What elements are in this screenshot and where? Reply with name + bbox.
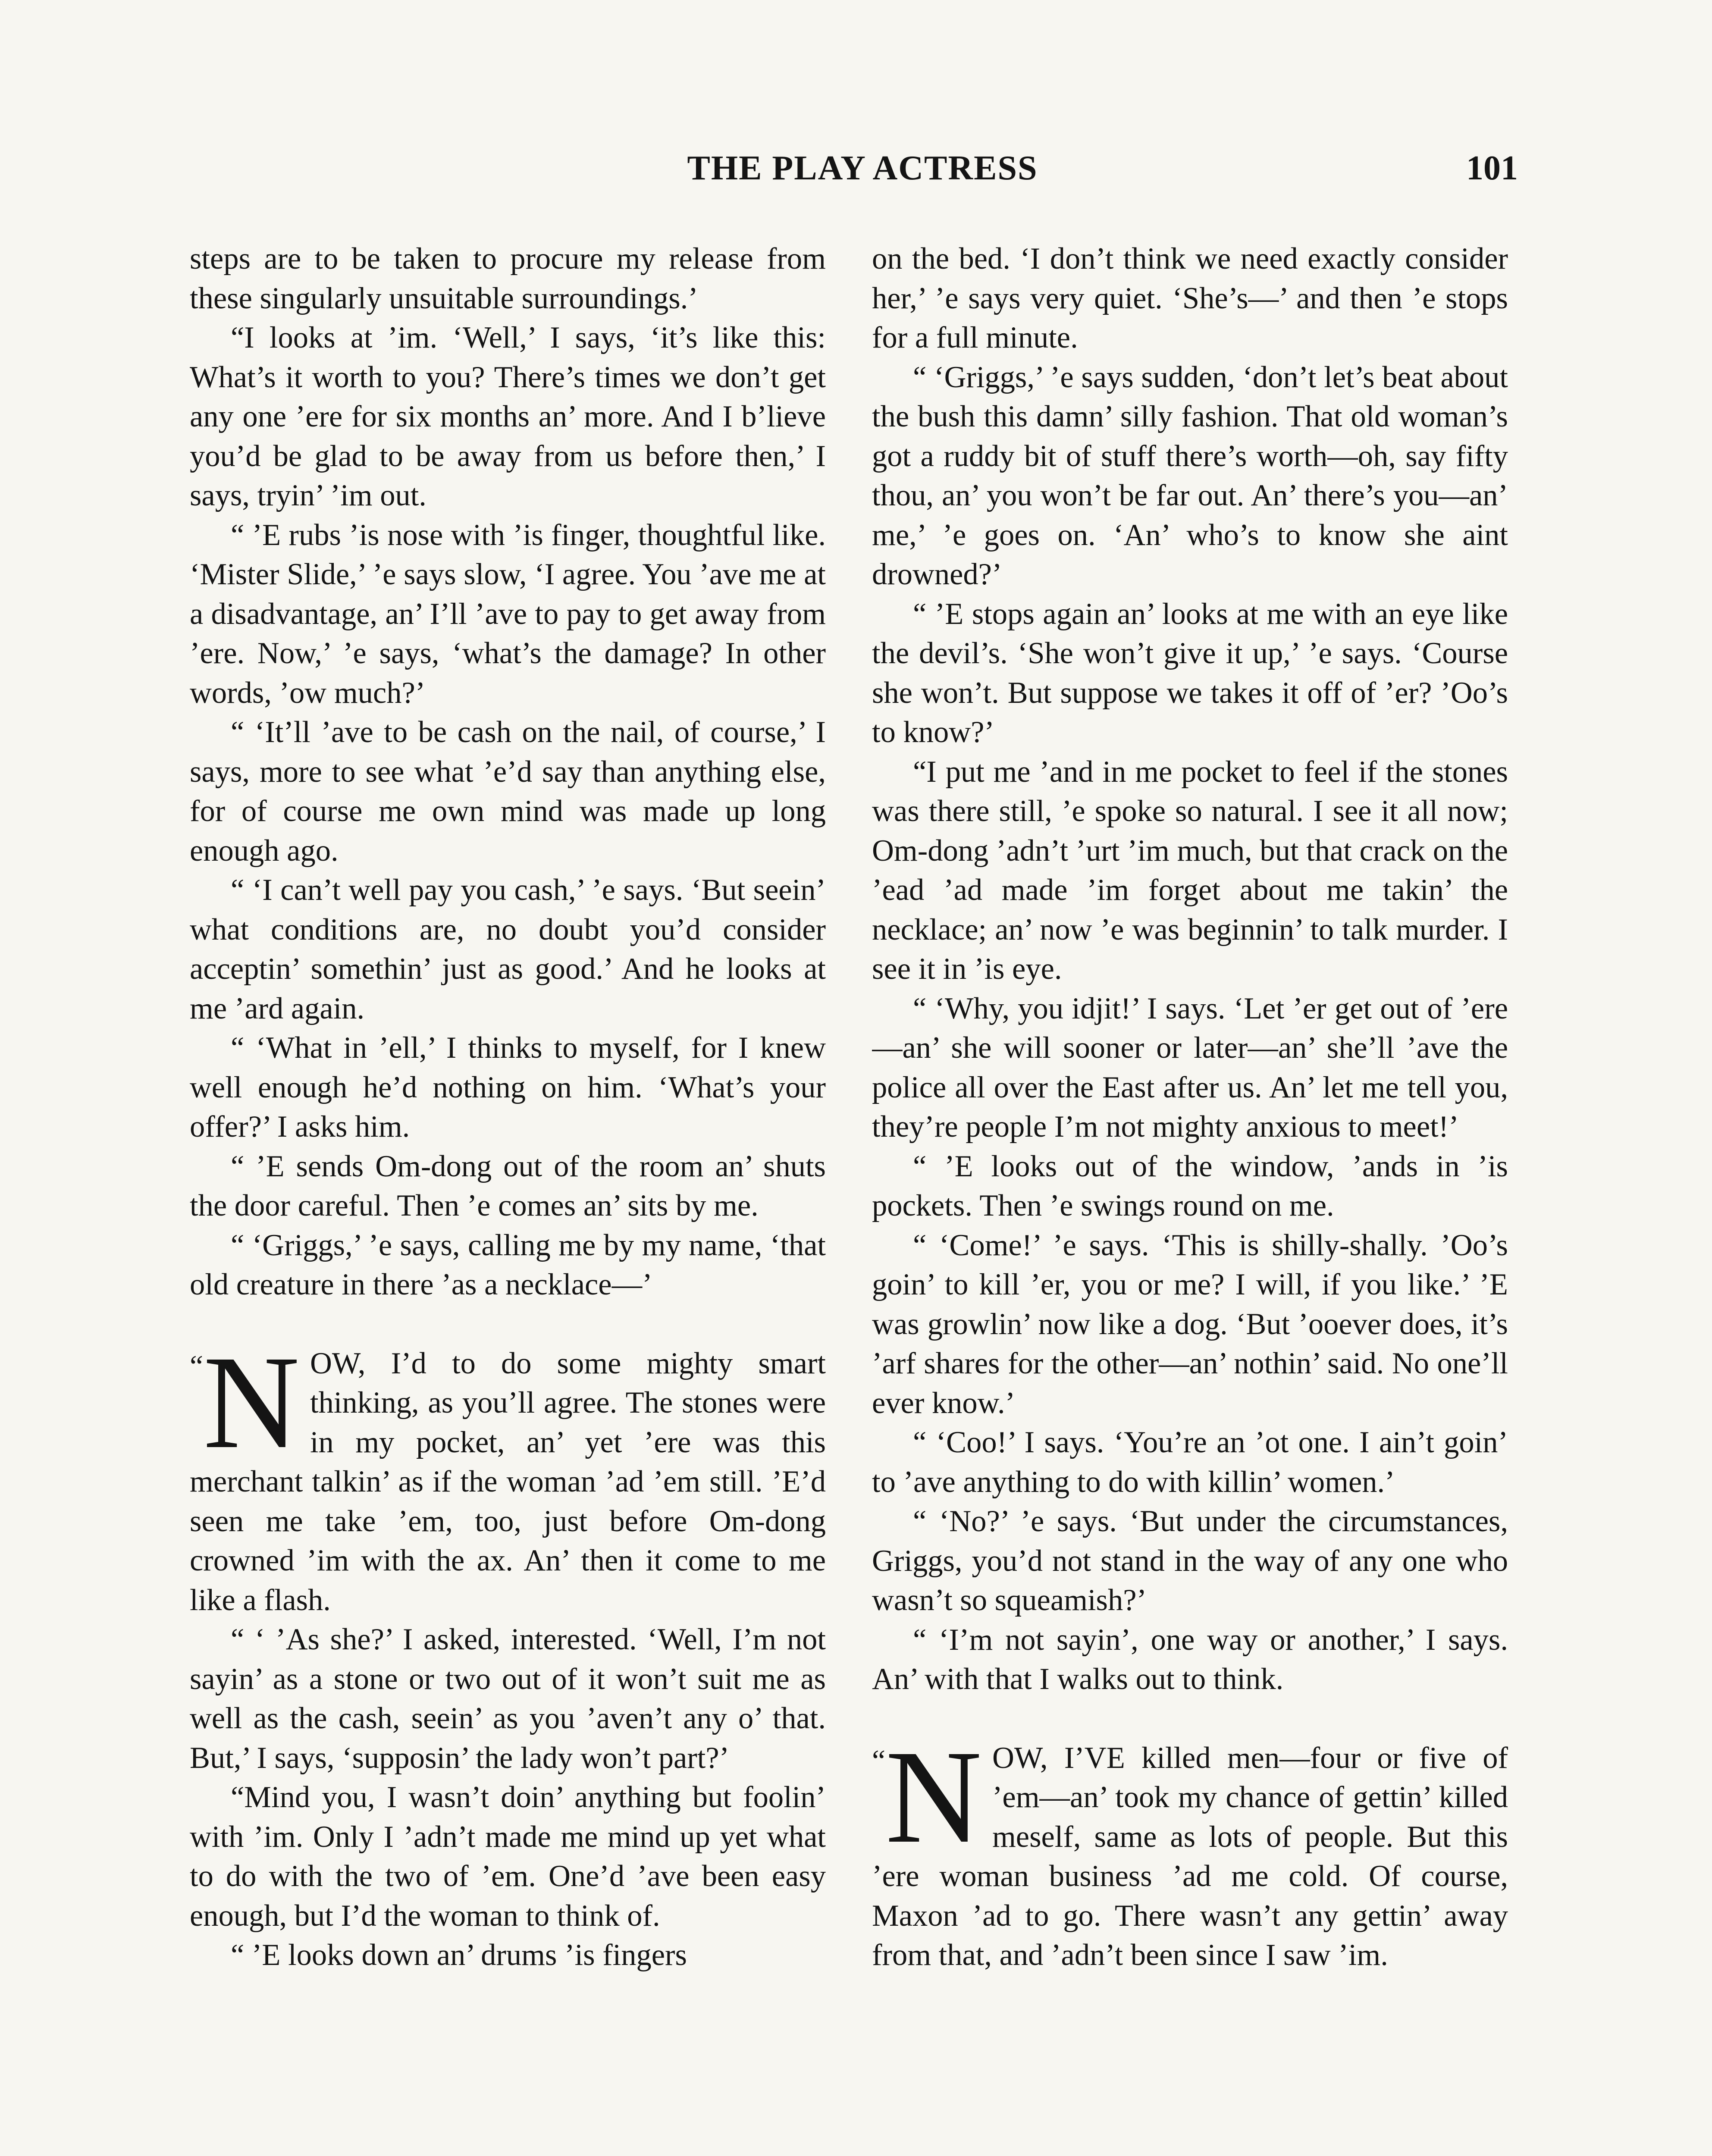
- page-number: 101: [1466, 149, 1518, 187]
- paragraph: steps are to be taken to procure my release from these singularly unsuitable surroundings.’: [190, 242, 826, 315]
- paragraph: “ ‘Griggs,’ ’e says, calling me by my name, ‘that old creature in there ’as a necklace—’: [190, 1228, 826, 1301]
- paragraph: “ ’E looks out of the window, ’ands in ’is pockets. Then ’e swings round on me.: [872, 1149, 1508, 1222]
- paragraph: “ ‘Griggs,’ ’e says sudden, ‘don’t let’s beat about the bush this damn’ silly fashion. That old woman’s got a ruddy bit of stuff there’s worth—oh, say fifty thou, an’ you won’t be far out. An’ there’s you—an’ me,’ ’e goes on. ‘An’ who’s to know she aint drowned?’: [872, 360, 1508, 591]
- paragraph: “ ’E stops again an’ looks at me with an eye like the devil’s. ‘She won’t give it up,’ ’e says. ‘Course she won’t. But suppose we takes it off of ’er? ’Oo’s to know?’: [872, 597, 1508, 749]
- paragraph: “Mind you, I wasn’t doin’ anything but foolin’ with ’im. Only I ’adn’t made me mind up yet what to do with the two of ’em. One’d ’ave been easy enough, but I’d the woman to think of.: [190, 1780, 826, 1933]
- drop-cap-text: OW, I’d to do some mighty smart thinking, as you’ll agree. The stones were in my pocket, an’ yet ’ere was this merchant talkin’ as if the woman ’ad ’em still. ’E’d seen me take ’em, too, just before Om-dong crowned ’im with the ax. An’ then it come to me like a flash.: [190, 1346, 826, 1617]
- drop-cap-letter: N: [885, 1723, 982, 1871]
- drop-cap-quote: “: [190, 1349, 204, 1383]
- paragraph: “ ’E rubs ’is nose with ’is finger, thoughtful like. ‘Mister Slide,’ ’e says slow, ‘I agree. You ’ave me at a disadvantage, an’ I’ll ’ave to pay to get away from ’ere. Now,’ ’e says, ‘what’s the damage? In other words, ’ow much?’: [190, 518, 826, 710]
- paragraph: “ ‘It’ll ’ave to be cash on the nail, of course,’ I says, more to see what ’e’d say than anything else, for of course me own mind was made up long enough ago.: [190, 715, 826, 868]
- paragraph: “ ‘I can’t well pay you cash,’ ’e says. ‘But seein’ what conditions are, no doubt you’d consider acceptin’ somethin’ just as good.’ And he looks at me ’ard again.: [190, 873, 826, 1025]
- drop-cap-text: OW, I’VE killed men—four or five of ’em—an’ took my chance of gettin’ killed meself, same as lots of people. But this ’ere woman business ’ad me cold. Of course, Maxon ’ad to go. There wasn’t any gettin’ away from that, and ’adn’t been since I saw ’im.: [872, 1741, 1508, 1972]
- drop-cap-quote: “: [872, 1744, 886, 1777]
- right-column: [872, 239, 1508, 2156]
- running-title: THE PLAY ACTRESS: [687, 149, 1038, 187]
- paragraph: “ ‘Come!’ ’e says. ‘This is shilly-shally. ’Oo’s goin’ to kill ’er, you or me? I will, if you like.’ ’E was growlin’ now like a dog. ‘But ’ooever does, it’s ’arf shares for the other—an’ nothin’ said. No one’ll ever know.’: [872, 1228, 1508, 1420]
- paragraph: “ ‘ ’As she?’ I asked, interested. ‘Well, I’m not sayin’ as a stone or two out of it won’t suit me as well as the cash, seein’ as you ’aven’t any o’ that. But,’ I says, ‘supposin’ the lady won’t part?’: [190, 1623, 826, 1775]
- paragraph: “ ‘Why, you idjit!’ I says. ‘Let ’er get out of ’ere—an’ she will sooner or later—an’ she’ll ’ave the police all over the East after us. An’ let me tell you, they’re people I’m not mighty anxious to meet!’: [872, 991, 1508, 1144]
- paragraph: “ ‘What in ’ell,’ I thinks to myself, for I knew well enough he’d nothing on him. ‘What’s your offer?’ I asks him.: [190, 1031, 826, 1144]
- drop-cap-paragraph: [190, 1328, 826, 1620]
- paragraph: “ ‘Coo!’ I says. ‘You’re an ’ot one. I ain’t goin’ to ’ave anything to do with killin’ women.’: [872, 1426, 1508, 1499]
- left-column: [190, 239, 826, 2156]
- paragraph: “ ‘I’m not sayin’, one way or another,’ I says. An’ with that I walks out to think.: [872, 1623, 1508, 1696]
- paragraph: “I looks at ’im. ‘Well,’ I says, ‘it’s like this: What’s it worth to you? There’s times we don’t get any one ’ere for six months an’ more. And I b’lieve you’d be glad to be away from us before then,’ I says, tryin’ ’im out.: [190, 321, 826, 512]
- drop-cap-paragraph: [872, 1723, 1508, 1975]
- paragraph: “ ‘No?’ ’e says. ‘But under the circumstances, Griggs, you’d not stand in the way of any one who wasn’t so squeamish?’: [872, 1504, 1508, 1617]
- paragraph: “ ’E looks down an’ drums ’is fingers: [231, 1938, 687, 1972]
- drop-cap-letter: N: [203, 1328, 300, 1476]
- paragraph: “ ’E sends Om-dong out of the room an’ shuts the door careful. Then ’e comes an’ sits by me.: [190, 1149, 826, 1222]
- paragraph: “I put me ’and in me pocket to feel if the stones was there still, ’e spoke so natural. I see it all now; Om-dong ’adn’t ’urt ’im much, but that crack on the ’ead ’ad made ’im forget about me takin’ the necklace; an’ now ’e was beginnin’ to talk murder. I see it in ’is eye.: [872, 755, 1508, 986]
- paragraph: on the bed. ‘I don’t think we need exactly consider her,’ ’e says very quiet. ‘She’s—’ and then ’e stops for a full minute.: [872, 242, 1508, 354]
